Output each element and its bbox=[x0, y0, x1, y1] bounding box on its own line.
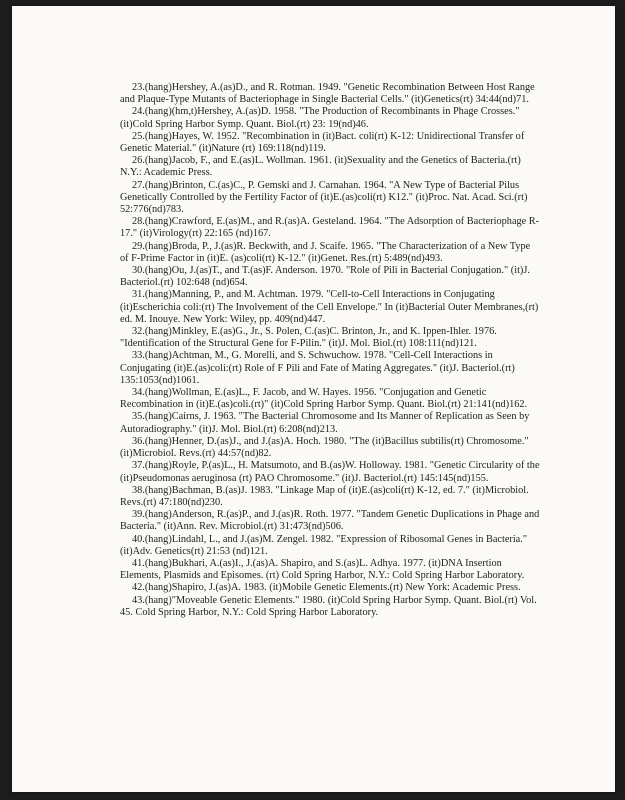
reference-item-23: 23.(hang)Hershey, A.(as)D., and R. Rotman. 1949. "Genetic Recombination Between Host Range and Plaque-Type Mutants of Bacteriophage in Single Bacterial Cells." (it)Genetics(rt) 34:44(nd)71. bbox=[120, 82, 535, 106]
reference-item-30: 30.(hang)Ou, J.(as)T., and T.(as)F. Anderson. 1970. "Role of Pili in Bacterial Conjugation." (it)J. Bacteriol.(rt) 102:648 (nd)654. bbox=[120, 265, 530, 289]
reference-item-34: 34.(hang)Wollman, E.(as)L., F. Jacob, and W. Hayes. 1956. "Conjugation and Genetic Recombination in (it)E.(as)coli.(rt)" (it)Cold Spring Harbor Symp. Quant. Biol.(rt) 21:141(nd)162. bbox=[120, 387, 528, 411]
reference-item-32: 32.(hang)Minkley, E.(as)G., Jr., S. Polen, C.(as)C. Brinton, Jr., and K. Ippen-Ihler. 1976. "Identification of the Structural Gene for F-Pilin." (it)J. Mol. Biol.(rt) 108:111(nd)121. bbox=[120, 326, 497, 350]
reference-item-42: 42.(hang)Shapiro, J.(as)A. 1983. (it)Mobile Genetic Elements.(rt) New York: Academic Press. bbox=[132, 582, 521, 594]
reference-item-39: 39.(hang)Anderson, R.(as)P., and J.(as)R. Roth. 1977. "Tandem Genetic Duplications in Phage and Bacteria." (it)Ann. Rev. Microbiol.(rt) 31:473(nd)506. bbox=[120, 509, 540, 533]
reference-list bbox=[120, 82, 540, 619]
reference-item-38: 38.(hang)Bachman, B.(as)J. 1983. "Linkage Map of (it)E.(as)coli(rt) K-12, ed. 7." (it)Microbiol. Revs.(rt) 47:180(nd)230. bbox=[120, 484, 529, 508]
reference-item-37: 37.(hang)Royle, P.(as)L., H. Matsumoto, and B.(as)W. Holloway. 1981. "Genetic Circularity of the (it)Pseudomonas aeruginosa (rt) PAO Chromosome." (it)J. Bacteriol.(rt) 145:145(nd)155. bbox=[120, 460, 540, 484]
reference-item-36: 36.(hang)Henner, D.(as)J., and J.(as)A. Hoch. 1980. "The (it)Bacillus subtilis(rt) Chromosome." (it)Microbiol. Revs.(rt) 44:57(nd)82. bbox=[120, 435, 529, 460]
document-page bbox=[12, 6, 615, 792]
reference-item-33: 33.(hang)Achtman, M., G. Morelli, and S. Schwuchow. 1978. "Cell-Cell Interactions in Conjugating (it)E.(as)coli:(rt) Role of F Pili and Fate of Mating Aggregates." (it)J. Bacteriol.(rt) 135:1053(nd)1061. bbox=[120, 350, 515, 386]
reference-item-35: 35.(hang)Cairns, J. 1963. "The Bacterial Chromosome and Its Manner of Replication as Seen by Autoradiography." (it)J. Mol. Biol.(rt) 6:208(nd)213. bbox=[120, 411, 530, 435]
reference-item-40: 40.(hang)Lindahl, L., and J.(as)M. Zengel. 1982. "Expression of Ribosomal Genes in Bacteria." (it)Adv. Genetics(rt) 21:53 (nd)121. bbox=[120, 533, 528, 557]
reference-item-27: 27.(hang)Brinton, C.(as)C., P. Gemski and J. Carnahan. 1964. "A New Type of Bacterial Pilus Genetically Controlled by the Fertility Factor of (it)E.(as)coli(rt) K12." (it)Proc. Nat. Acad. Sci.(rt) 52:776(nd)783. bbox=[120, 179, 528, 216]
reference-item-24: 24.(hang)(hm,t)Hershey, A.(as)D. 1958. "The Production of Recombinants in Phage Crosses." (it)Cold Spring Harbor Symp. Quant. Biol.(rt) 23: 19(nd)46. bbox=[120, 106, 520, 130]
reference-item-41: 41.(hang)Bukhari, A.(as)I., J.(as)A. Shapiro, and S.(as)L. Adhya. 1977. (it)DNA Insertion Elements, Plasmids and Episomes. (rt) Cold Spring Harbor, N.Y.: Cold Spring Harbor Laboratory. bbox=[120, 557, 525, 582]
reference-item-29: 29.(hang)Broda, P., J.(as)R. Beckwith, and J. Scaife. 1965. "The Characterization of a New Type of F-Prime Factor in (it)E. (as)coli(rt) K-12." (it)Genet. Res.(rt) 5:489(nd)493. bbox=[120, 240, 531, 264]
reference-item-43: 43.(hang)"Moveable Genetic Elements." 1980. (it)Cold Spring Harbor Symp. Quant. Biol.(rt) Vol. 45. Cold Spring Harbor, N.Y.: Cold Spring Harbor Laboratory. bbox=[120, 594, 537, 618]
reference-item-26: 26.(hang)Jacob, F., and E.(as)L. Wollman. 1961. (it)Sexuality and the Genetics of Bacteria.(rt) N.Y.: Academic Press. bbox=[120, 155, 521, 179]
reference-item-31: 31.(hang)Manning, P., and M. Achtman. 1979. "Cell-to-Cell Interactions in Conjugating (it)Escherichia coli:(rt) The Involvement of the Cell Envelope." In (it)Bacterial Outer Membranes,(rt) ed. M. Inouye. New York: Wiley, pp. 409(nd)447. bbox=[120, 289, 539, 325]
reference-item-28: 28.(hang)Crawford, E.(as)M., and R.(as)A. Gesteland. 1964. "The Adsorption of Bacteriophage R-17." (it)Virology(rt) 22:165 (nd)167. bbox=[120, 216, 540, 240]
reference-item-25: 25.(hang)Hayes, W. 1952. "Recombination in (it)Bact. coli(rt) K-12: Unidirectional Transfer of Genetic Material." (it)Nature (rt) 169:118(nd)119. bbox=[120, 130, 525, 155]
